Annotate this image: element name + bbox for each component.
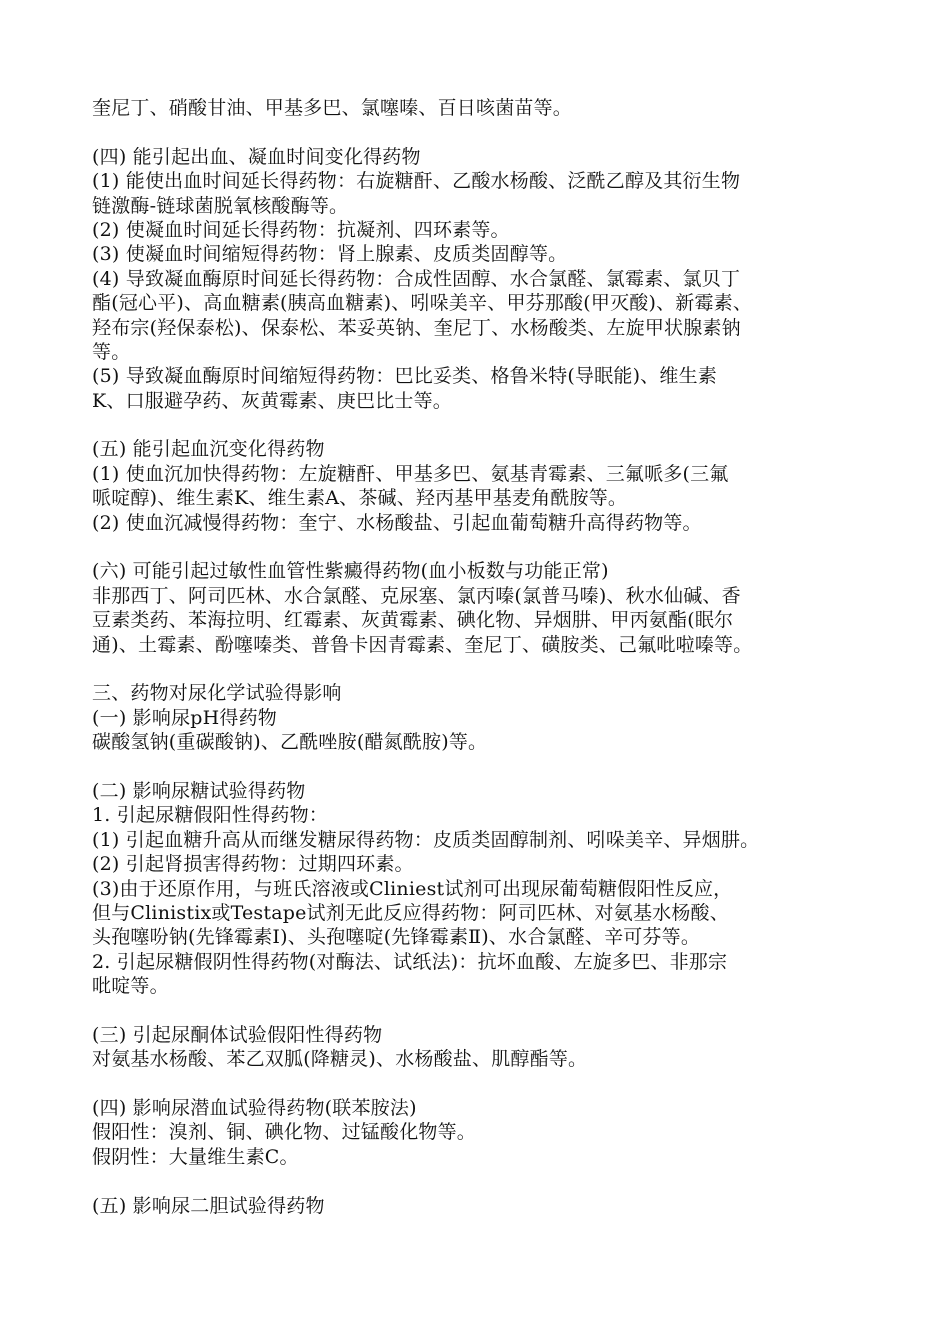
text-line: 碳酸氢钠(重碳酸钠)、乙酰唑胺(醋氮酰胺)等。	[92, 731, 488, 754]
blank-line	[92, 1072, 872, 1096]
text-line: (四) 影响尿潜血试验得药物(联苯胺法)	[92, 1097, 417, 1120]
text-line: 但与Clinistix或Testape试剂无此反应得药物：阿司匹林、对氨基水杨酸、	[92, 901, 729, 924]
text-line: 2. 引起尿糖假阴性得药物(对酶法、试纸法)：抗坏血酸、左旋多巴、非那宗	[92, 950, 728, 973]
text-line: K、口服避孕药、灰黄霉素、庚巴比士等。	[92, 389, 452, 412]
text-line: (1) 使血沉加快得药物：左旋糖酐、甲基多巴、氨基青霉素、三氟哌多(三氟	[92, 462, 729, 485]
text-line: (六) 可能引起过敏性血管性紫癜得药物(血小板数与功能正常)	[92, 560, 609, 583]
text-line: (二) 影响尿糖试验得药物	[92, 779, 306, 802]
text-line: 链激酶-链球菌脱氧核酸酶等。	[92, 194, 349, 217]
blank-line	[92, 657, 872, 681]
text-line: (2) 引起肾损害得药物：过期四环素。	[92, 853, 414, 876]
blank-line	[92, 1169, 872, 1193]
text-line: (一) 影响尿pH得药物	[92, 706, 277, 729]
text-line: 等。	[92, 340, 131, 363]
text-line: 酯(冠心平)、高血糖素(胰高血糖素)、吲哚美辛、甲芬那酸(甲灭酸)、新霉素、	[92, 292, 753, 315]
text-line: (三) 引起尿酮体试验假阳性得药物	[92, 1023, 383, 1046]
text-line: 哌啶醇)、维生素K、维生素A、茶碱、羟丙基甲基麦角酰胺等。	[92, 487, 628, 510]
text-line: (四) 能引起出血、凝血时间变化得药物	[92, 145, 421, 168]
text-line: 头孢噻吩钠(先锋霉素Ⅰ)、头孢噻啶(先锋霉素Ⅱ)、水合氯醛、辛可芬等。	[92, 926, 701, 949]
blank-line	[92, 755, 872, 779]
text-line: (五) 能引起血沉变化得药物	[92, 438, 325, 461]
text-line: 三、药物对尿化学试验得影响	[92, 682, 342, 705]
text-line: 假阳性：溴剂、铜、碘化物、过锰酸化物等。	[92, 1121, 477, 1144]
text-line: 豆素类药、苯海拉明、红霉素、灰黄霉素、碘化物、异烟肼、甲丙氨酯(眠尔	[92, 609, 734, 632]
text-line: (3) 使凝血时间缩短得药物：肾上腺素、皮质类固醇等。	[92, 243, 568, 266]
blank-line	[92, 998, 872, 1022]
text-line: (2) 使血沉减慢得药物：奎宁、水杨酸盐、引起血葡萄糖升高得药物等。	[92, 511, 702, 534]
text-line: 假阴性：大量维生素C。	[92, 1145, 299, 1168]
text-line: 1. 引起尿糖假阳性得药物：	[92, 804, 328, 827]
text-line: 奎尼丁、硝酸甘油、甲基多巴、氯噻嗪、百日咳菌苗等。	[92, 97, 573, 119]
text-line: (五) 影响尿二胆试验得药物	[92, 1194, 325, 1217]
text-line: (1) 能使出血时间延长得药物：右旋糖酐、乙酸水杨酸、泛酰乙醇及其衍生物	[92, 170, 741, 193]
text-line: (2) 使凝血时间延长得药物：抗凝剂、四环素等。	[92, 218, 510, 241]
blank-line	[92, 535, 872, 559]
text-line: 通)、土霉素、酚噻嗪类、普鲁卡因青霉素、奎尼丁、磺胺类、己氟吡啦嗪等。	[92, 633, 753, 656]
blank-line	[92, 120, 872, 144]
text-line: (4) 导致凝血酶原时间延长得药物：合成性固醇、水合氯醛、氯霉素、氯贝丁	[92, 267, 741, 290]
text-line: (3)由于还原作用，与班氏溶液或Cliniest试剂可出现尿葡萄糖假阳性反应，	[92, 877, 733, 900]
text-line: (5) 导致凝血酶原时间缩短得药物：巴比妥类、格鲁米特(导眠能)、维生素	[92, 365, 717, 388]
blank-line	[92, 413, 872, 437]
text-line: 吡啶等。	[92, 975, 169, 998]
text-line: 对氨基水杨酸、苯乙双胍(降糖灵)、水杨酸盐、肌醇酯等。	[92, 1048, 588, 1071]
text-line: 非那西丁、阿司匹林、水合氯醛、克尿塞、氯丙嗪(氯普马嗪)、秋水仙碱、香	[92, 584, 741, 607]
text-line: (1) 引起血糖升高从而继发糖尿得药物：皮质类固醇制剂、吲哚美辛、异烟肼。	[92, 828, 760, 851]
document-body	[92, 96, 872, 1218]
text-line: 羟布宗(羟保泰松)、保泰松、苯妥英钠、奎尼丁、水杨酸类、左旋甲状腺素钠	[92, 316, 741, 339]
